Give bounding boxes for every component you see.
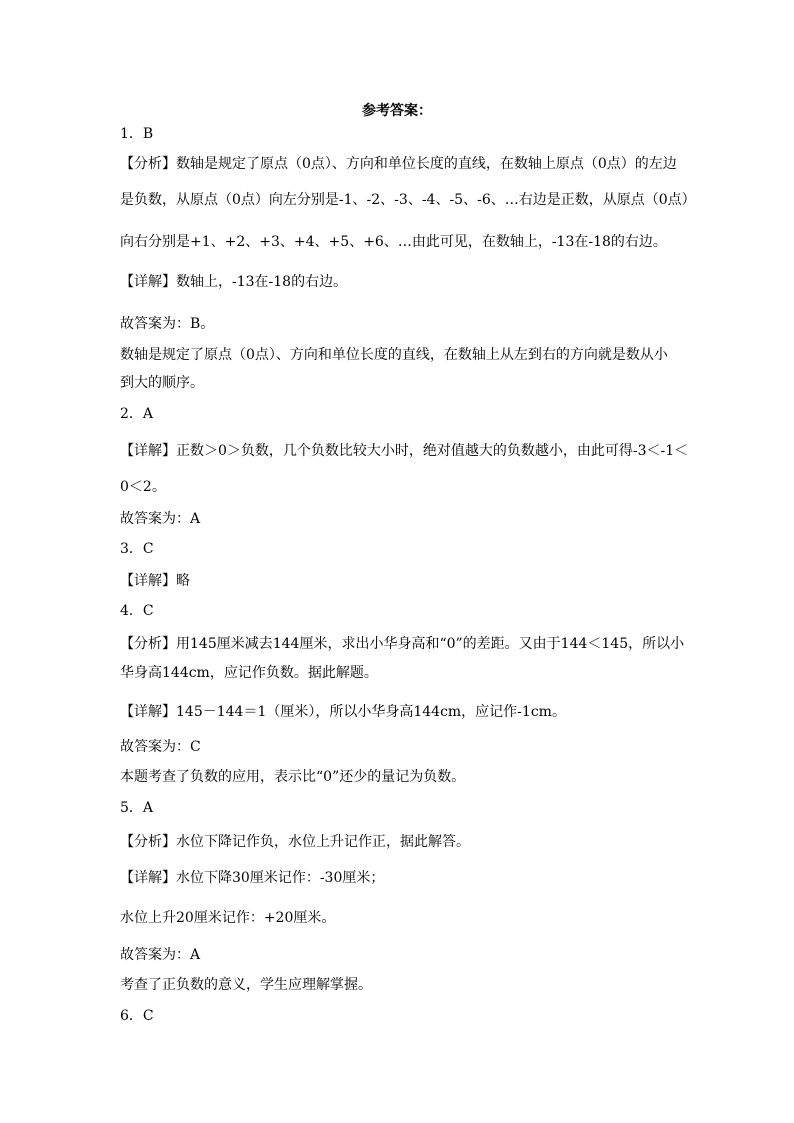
detail-line: 水位上升20厘米记作：+20厘米。: [120, 910, 336, 926]
detail-line: 0＜2。: [120, 479, 166, 495]
answer-number-2: 2．A: [120, 406, 154, 422]
answer-number-5: 5．A: [120, 800, 154, 816]
detail-line: 【详解】略: [120, 573, 190, 589]
note-line: 本题考查了负数的应用，表示比“0”还少的量记为负数。: [120, 769, 466, 785]
analysis-line: 向右分别是+1、+2、+3、+4、+5、+6、…由此可见，在数轴上，-13在-18的右边。: [120, 234, 667, 250]
answer-number-6: 6．C: [120, 1008, 154, 1024]
page-title: 参考答案：: [362, 103, 432, 119]
note-line: 数轴是规定了原点（0点）、方向和单位长度的直线，在数轴上从左到右的方向就是数从小: [120, 347, 668, 363]
analysis-line: 【分析】数轴是规定了原点（0点）、方向和单位长度的直线，在数轴上原点（0点）的左边: [120, 156, 677, 172]
analysis-line: 【分析】用145厘米减去144厘米，求出小华身高和“0”的差距。又由于144＜145，所以小: [120, 636, 685, 652]
detail-line: 【详解】数轴上，-13在-18的右边。: [120, 274, 348, 290]
detail-line: 【详解】145－144＝1（厘米），所以小华身高144cm，应记作-1cm。: [120, 704, 566, 720]
detail-line: 【详解】正数＞0＞负数，几个负数比较大小时，绝对值越大的负数越小，由此可得-3＜-1＜: [120, 443, 689, 459]
answer-line: 故答案为：A: [120, 511, 201, 527]
analysis-line: 是负数，从原点（0点）向左分别是-1、-2、-3、-4、-5、-6、…右边是正数，从原点（0点）: [120, 192, 696, 208]
answer-line: 故答案为：B。: [120, 316, 215, 332]
note-line: 考查了正负数的意义，学生应理解掌握。: [120, 977, 372, 993]
detail-line: 【详解】水位下降30厘米记作：-30厘米；: [120, 870, 385, 886]
note-line: 到大的顺序。: [120, 375, 204, 391]
answer-number-3: 3．C: [120, 541, 154, 557]
answer-line: 故答案为：A: [120, 947, 201, 963]
analysis-line: 【分析】水位下降记作负，水位上升记作正，据此解答。: [120, 834, 470, 850]
answer-line: 故答案为：C: [120, 739, 201, 755]
answer-number-4: 4．C: [120, 603, 154, 619]
analysis-line: 华身高144cm，应记作负数。据此解题。: [120, 665, 378, 681]
answer-number-1: 1．B: [120, 126, 154, 142]
